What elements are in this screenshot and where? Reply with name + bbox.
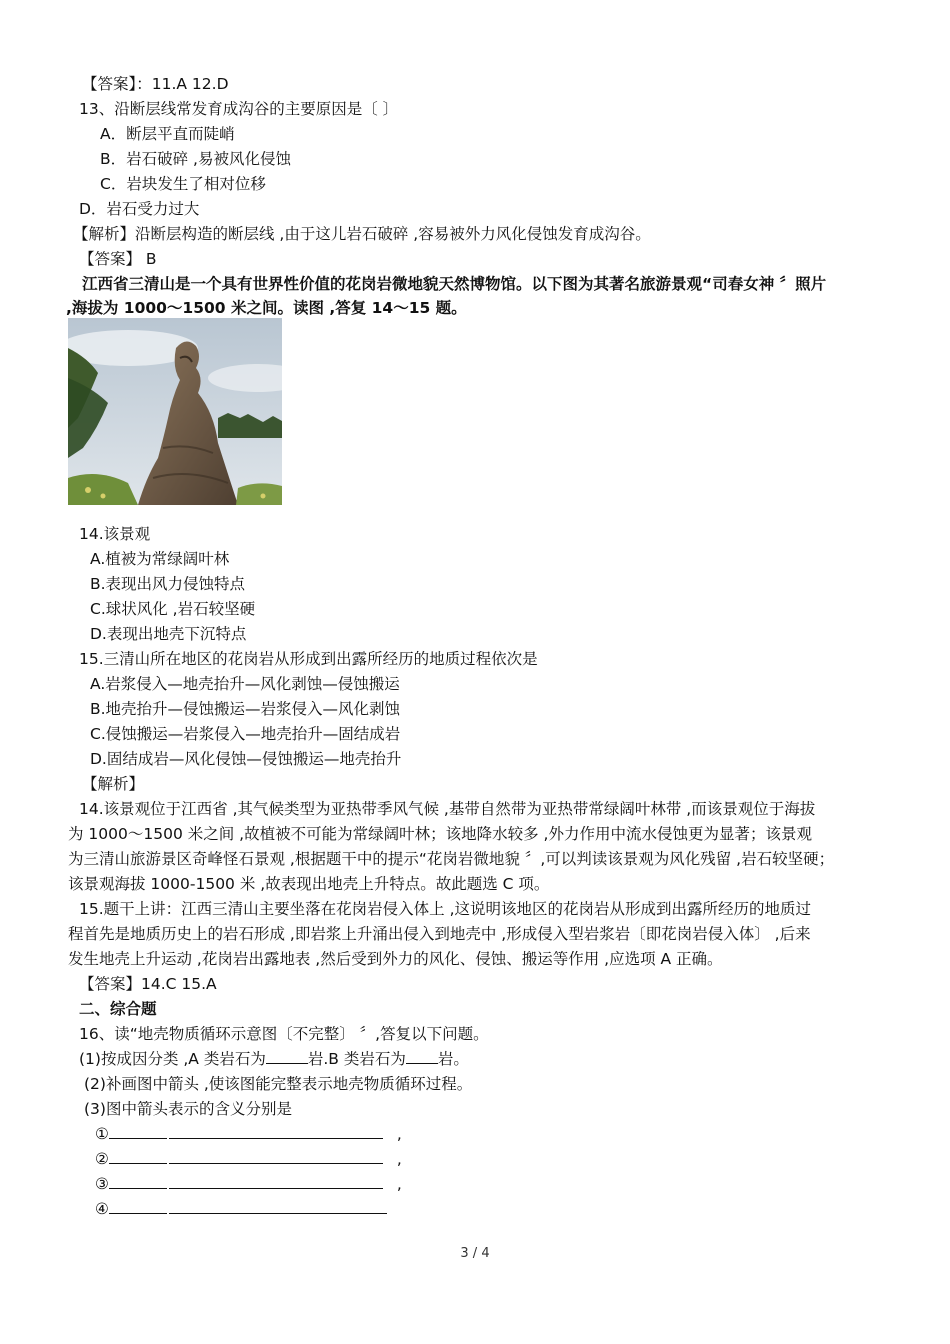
q16-part-3: (3)图中箭头表示的含义分别是 [84,1100,292,1118]
answer-blank-2b[interactable] [169,1149,383,1164]
answer-blank-3a[interactable] [109,1174,167,1189]
section-heading: 二、综合题 [79,1000,157,1018]
q13-answer: 【答案】 B [79,250,157,268]
analysis-15-line-3: 发生地壳上升运动 ,花岗岩出露地表 ,然后受到外力的风化、侵蚀、搬运等作用 ,应选项 A 正确。 [68,950,723,968]
arrow-meaning-3 [95,1173,402,1195]
q16-part-1 [79,1048,469,1070]
answer-blank-2a[interactable] [109,1149,167,1164]
q16-part-1-text-c: 岩。 [437,1050,469,1068]
question-15: 15.三清山所在地区的花岗岩从形成到出露所经历的地质过程依次是 [79,650,538,668]
q16-part-1-text-b: 岩.B 类岩石为 [307,1050,406,1068]
q13-analysis: 【解析】沿断层构造的断层线 ,由于这儿岩石破碎 ,容易被外力风化侵蚀发育成沟谷。 [73,225,651,243]
page-number: 3 / 4 [460,1246,490,1261]
q14-option-c: C.球状风化 ,岩石较坚硬 [90,600,256,618]
answer-blank-a-rock[interactable] [266,1049,308,1064]
marker-4: ④ [95,1200,109,1218]
question-16: 16、读“地壳物质循环示意图〔不完整〕 〞,答复以下问题。 [79,1025,489,1043]
arrow-meaning-2 [95,1148,402,1170]
q15-option-c: C.侵蚀搬运—岩浆侵入—地壳抬升—固结成岩 [90,725,401,743]
answer-14-15: 【答案】14.C 15.A [79,975,217,993]
passage-line-1: 江西省三清山是一个具有世界性价值的花岗岩微地貌天然博物馆。以下图为其著名旅游景观“司春女神 〞照片 [82,275,827,293]
comma-1: , [396,1125,402,1143]
marker-1: ① [95,1125,109,1143]
q15-option-d: D.固结成岩—风化侵蚀—侵蚀搬运—地壳抬升 [90,750,402,768]
answer-blank-4b[interactable] [169,1199,387,1214]
q13-option-c: C．岩块发生了相对位移 [100,175,266,193]
answer-11-12: 【答案】：11.A 12.D [82,75,229,93]
analysis-15-line-2: 程首先是地质历史上的岩石形成 ,即岩浆上升涌出侵入到地壳中 ,形成侵入型岩浆岩〔即花岗岩侵入体〕 ,后来 [68,925,811,943]
q15-option-b: B.地壳抬升—侵蚀搬运—岩浆侵入—风化剥蚀 [90,700,401,718]
q14-option-a: A.植被为常绿阔叶林 [90,550,230,568]
analysis-14-line-1: 14.该景观位于江西省 ,其气候类型为亚热带季风气候 ,基带自然带为亚热带常绿阔叶林带 ,而该景观位于海拔 [79,800,816,818]
passage-line-2: ,海拔为 1000～1500 米之间。读图 ,答复 14～15 题。 [66,299,467,317]
answer-blank-3b[interactable] [169,1174,383,1189]
answer-blank-1b[interactable] [169,1124,383,1139]
q13-option-b: B．岩石破碎 ,易被风化侵蚀 [100,150,291,168]
arrow-meaning-4 [95,1198,387,1220]
answer-blank-b-rock[interactable] [406,1049,438,1064]
q14-option-d: D.表现出地壳下沉特点 [90,625,247,643]
comma-3: , [396,1175,402,1193]
sanqingshan-photo [68,318,282,505]
q13-option-a: A．断层平直而陡峭 [100,125,235,143]
q15-option-a: A.岩浆侵入—地壳抬升—风化剥蚀—侵蚀搬运 [90,675,400,693]
answer-blank-1a[interactable] [109,1124,167,1139]
analysis-14-line-4: 该景观海拔 1000-1500 米 ,故表现出地壳上升特点。故此题选 C 项。 [68,875,550,893]
marker-2: ② [95,1150,109,1168]
analysis-15-line-1: 15.题干上讲：江西三清山主要坐落在花岗岩侵入体上 ,这说明该地区的花岗岩从形成到出露所经历的地质过 [79,900,812,918]
q14-option-b: B.表现出风力侵蚀特点 [90,575,246,593]
arrow-meaning-1 [95,1123,402,1145]
question-13: 13、沿断层线常发育成沟谷的主要原因是〔 〕 [79,100,399,118]
q16-part-2: (2)补画图中箭头 ,使该图能完整表示地壳物质循环过程。 [84,1075,473,1093]
marker-3: ③ [95,1175,109,1193]
analysis-14-line-2: 为 1000～1500 米之间 ,故植被不可能为常绿阔叶林；该地降水较多 ,外力作用中流水侵蚀更为显著；该景观 [68,825,812,843]
comma-2: , [396,1150,402,1168]
q13-option-d: D．岩石受力过大 [79,200,200,218]
analysis-14-line-3: 为三清山旅游景区奇峰怪石景观 ,根据题干中的提示“花岗岩微地貌 〞,可以判读该景观为风化残留 ,岩石较坚硬； [68,850,835,868]
question-14: 14.该景观 [79,525,151,543]
answer-blank-4a[interactable] [109,1199,167,1214]
analysis-heading: 【解析】 [82,775,145,793]
goddess-rock-image [68,318,282,505]
q16-part-1-text-a: (1)按成因分类 ,A 类岩石为 [79,1050,266,1068]
